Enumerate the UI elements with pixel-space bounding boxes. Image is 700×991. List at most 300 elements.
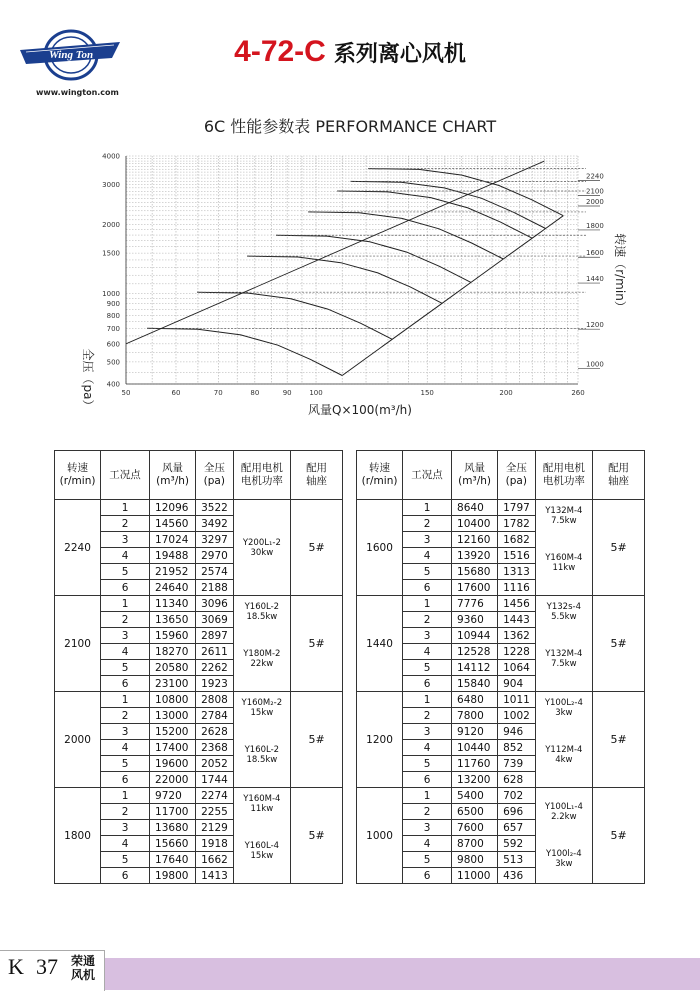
cell-pressure: 1662 xyxy=(196,852,233,868)
motor-line: 22kw xyxy=(250,659,274,670)
x-axis-label: 风量Q×100(m³/h) xyxy=(308,403,412,417)
cell-pressure: 3522 xyxy=(196,500,233,516)
cell-flow: 5400 xyxy=(452,788,498,804)
cell-point: 6 xyxy=(101,772,150,788)
th-speed-line: (r/min) xyxy=(361,475,398,487)
cell-point: 1 xyxy=(101,788,150,804)
motor-line: Y112M-4 xyxy=(545,745,583,756)
th-seat-line: 配用 xyxy=(306,462,328,474)
cell-pressure: 946 xyxy=(498,724,535,740)
cell-point: 2 xyxy=(101,516,150,532)
cell-point: 4 xyxy=(101,836,150,852)
cell-flow: 21952 xyxy=(150,564,196,580)
table-header-row xyxy=(357,451,645,500)
cell-pressure: 1002 xyxy=(498,708,535,724)
th-motor-line: 配用电机 xyxy=(240,462,283,474)
cell-flow: 10800 xyxy=(150,692,196,708)
table-row xyxy=(55,692,343,708)
cell-point: 3 xyxy=(403,724,452,740)
th-seat-line: 轴座 xyxy=(608,475,630,487)
cell-flow: 9120 xyxy=(452,724,498,740)
cell-pressure: 2262 xyxy=(196,660,233,676)
cell-point: 1 xyxy=(101,692,150,708)
cell-point: 6 xyxy=(403,676,452,692)
table-row xyxy=(357,596,645,612)
y-tick-label: 700 xyxy=(106,325,120,334)
th-motor-line: 电机功率 xyxy=(240,475,283,487)
chart-title: 6C 性能参数表 PERFORMANCE CHART xyxy=(203,117,497,136)
speed-tick-label: 1440 xyxy=(586,275,604,284)
motor-line: Y132s-4 xyxy=(546,601,581,612)
motor-line: Y160M-4 xyxy=(243,793,281,804)
motor-line: Y100L₂-4 xyxy=(544,697,583,708)
cell-point: 4 xyxy=(403,548,452,564)
motor-line: 18.5kw xyxy=(246,611,278,622)
cell-flow: 15960 xyxy=(150,628,196,644)
cell-speed: 2100 xyxy=(55,596,101,692)
motor-line: Y100L₁-4 xyxy=(544,801,583,812)
cell-flow: 8640 xyxy=(452,500,498,516)
x-tick-label: 70 xyxy=(213,389,223,397)
cell-flow: 18270 xyxy=(150,644,196,660)
th-seat-line: 配用 xyxy=(608,462,630,474)
cell-pressure: 657 xyxy=(498,820,535,836)
performance-table-left xyxy=(54,450,343,884)
motor-line: 7.5kw xyxy=(551,659,577,670)
th-speed-line: 转速 xyxy=(67,462,89,474)
cell-motor xyxy=(535,500,593,532)
cell-pressure: 2255 xyxy=(196,804,233,820)
curve-1000 xyxy=(147,328,342,375)
envelope-line xyxy=(342,216,563,376)
cell-motor xyxy=(233,788,291,820)
page-number: 37 xyxy=(36,954,58,979)
cell-point: 6 xyxy=(403,868,452,884)
cell-pressure: 2808 xyxy=(196,692,233,708)
cell-flow: 7600 xyxy=(452,820,498,836)
cell-point: 4 xyxy=(101,644,150,660)
x-tick-labels xyxy=(122,389,585,397)
th-pressure xyxy=(498,451,535,500)
cell-flow: 10440 xyxy=(452,740,498,756)
cell-point: 5 xyxy=(403,660,452,676)
cell-motor xyxy=(233,820,291,884)
th-point xyxy=(403,451,452,500)
cell-speed: 1200 xyxy=(357,692,403,788)
y-tick-label: 4000 xyxy=(102,152,120,161)
cell-flow: 15680 xyxy=(452,564,498,580)
cell-flow: 17400 xyxy=(150,740,196,756)
cell-flow: 20580 xyxy=(150,660,196,676)
cell-point: 4 xyxy=(403,836,452,852)
cell-pressure: 2897 xyxy=(196,628,233,644)
cell-flow: 24640 xyxy=(150,580,196,596)
y-tick-label: 400 xyxy=(106,380,120,389)
cell-point: 2 xyxy=(403,708,452,724)
footer-brand-line2: 风机 xyxy=(70,968,95,982)
x-tick-label: 200 xyxy=(499,389,513,397)
cell-motor xyxy=(535,836,593,884)
cell-pressure: 852 xyxy=(498,740,535,756)
cell-motor xyxy=(535,692,593,724)
cell-speed: 2240 xyxy=(55,500,101,596)
y-tick-label: 1500 xyxy=(102,249,120,258)
motor-line: 11kw xyxy=(250,803,274,814)
cell-flow: 14112 xyxy=(452,660,498,676)
motor-line: 2.2kw xyxy=(551,811,577,822)
cell-pressure: 2628 xyxy=(196,724,233,740)
cell-flow: 6480 xyxy=(452,692,498,708)
cell-pressure: 1918 xyxy=(196,836,233,852)
cell-pressure: 2970 xyxy=(196,548,233,564)
cell-seat: 5# xyxy=(593,692,645,788)
cell-flow: 6500 xyxy=(452,804,498,820)
motor-line: 18.5kw xyxy=(246,755,278,766)
cell-flow: 10944 xyxy=(452,628,498,644)
cell-speed: 1440 xyxy=(357,596,403,692)
cell-motor xyxy=(233,628,291,692)
performance-curves xyxy=(126,161,586,375)
footer-brand-line1: 荣通 xyxy=(70,954,95,968)
title-series: 系列离心风机 xyxy=(333,42,466,67)
curve-2100 xyxy=(351,181,546,228)
y-tick-label: 2000 xyxy=(102,221,120,230)
th-point xyxy=(101,451,150,500)
cell-flow: 13650 xyxy=(150,612,196,628)
th-flow-line: 风量 xyxy=(464,462,486,474)
cell-pressure: 1682 xyxy=(498,532,535,548)
cell-point: 5 xyxy=(101,660,150,676)
motor-line: 15kw xyxy=(250,851,274,862)
th-seat xyxy=(593,451,645,500)
cell-pressure: 2188 xyxy=(196,580,233,596)
motor-line: Y160M-4 xyxy=(545,553,583,564)
cell-flow: 9800 xyxy=(452,852,498,868)
y-tick-label: 3000 xyxy=(102,180,120,189)
cell-motor xyxy=(233,596,291,628)
y-tick-label: 500 xyxy=(106,358,120,367)
th-flow-line: (m³/h) xyxy=(458,475,491,487)
th-pressure-line: (pa) xyxy=(505,475,527,487)
cell-point: 5 xyxy=(403,756,452,772)
speed-tick-label: 1800 xyxy=(586,221,604,230)
table-row xyxy=(357,500,645,516)
motor-line: 4kw xyxy=(555,755,573,766)
cell-flow: 13680 xyxy=(150,820,196,836)
motor-line: 5.5kw xyxy=(551,611,577,622)
cell-point: 5 xyxy=(403,564,452,580)
y-tick-labels xyxy=(102,153,120,389)
x-tick-label: 50 xyxy=(121,389,131,397)
cell-flow: 13200 xyxy=(452,772,498,788)
cell-point: 5 xyxy=(101,564,150,580)
motor-line: 15kw xyxy=(250,707,274,718)
cell-pressure: 3096 xyxy=(196,596,233,612)
cell-flow: 19600 xyxy=(150,756,196,772)
cell-flow: 19800 xyxy=(150,868,196,884)
cell-point: 2 xyxy=(403,612,452,628)
title-model: 4-72-C xyxy=(234,35,326,68)
cell-seat: 5# xyxy=(593,596,645,692)
cell-flow: 7800 xyxy=(452,708,498,724)
curve-1200 xyxy=(197,292,392,339)
cell-speed: 1800 xyxy=(55,788,101,884)
motor-line: Y160M₂-2 xyxy=(241,697,283,708)
cell-pressure: 3492 xyxy=(196,516,233,532)
cell-speed: 1600 xyxy=(357,500,403,596)
th-flow xyxy=(150,451,196,500)
th-pressure-line: (pa) xyxy=(203,475,225,487)
cell-flow: 8700 xyxy=(452,836,498,852)
cell-point: 6 xyxy=(101,868,150,884)
th-speed-line: 转速 xyxy=(369,462,391,474)
cell-pressure: 2274 xyxy=(196,788,233,804)
logo-text: Wing Ton xyxy=(48,49,94,61)
table-header-row xyxy=(55,451,343,500)
cell-point: 4 xyxy=(101,548,150,564)
cell-point: 2 xyxy=(101,708,150,724)
cell-pressure: 2784 xyxy=(196,708,233,724)
cell-pressure: 628 xyxy=(498,772,535,788)
x-tick-label: 80 xyxy=(250,389,260,397)
cell-pressure: 2611 xyxy=(196,644,233,660)
cell-pressure: 1116 xyxy=(498,580,535,596)
cell-point: 1 xyxy=(403,692,452,708)
cell-point: 5 xyxy=(101,852,150,868)
cell-flow: 12528 xyxy=(452,644,498,660)
motor-line: Y132M-4 xyxy=(545,649,583,660)
cell-point: 1 xyxy=(403,788,452,804)
cell-seat: 5# xyxy=(291,692,343,788)
cell-pressure: 1011 xyxy=(498,692,535,708)
cell-point: 3 xyxy=(101,724,150,740)
cell-pressure: 436 xyxy=(498,868,535,884)
th-flow-line: (m³/h) xyxy=(156,475,189,487)
cell-flow: 11340 xyxy=(150,596,196,612)
curve-2000 xyxy=(337,191,532,238)
cell-seat: 5# xyxy=(291,596,343,692)
motor-line: 30kw xyxy=(250,547,274,558)
cell-motor xyxy=(233,500,291,596)
cell-pressure: 592 xyxy=(498,836,535,852)
cell-pressure: 513 xyxy=(498,852,535,868)
th-point-line: 工况点 xyxy=(411,468,443,481)
th-flow xyxy=(452,451,498,500)
cell-pressure: 739 xyxy=(498,756,535,772)
x-tick-label: 260 xyxy=(571,389,585,397)
cell-pressure: 1456 xyxy=(498,596,535,612)
cell-flow: 11700 xyxy=(150,804,196,820)
th-motor xyxy=(535,451,593,500)
page-letter: K xyxy=(8,954,24,979)
cell-pressure: 2052 xyxy=(196,756,233,772)
th-pressure xyxy=(196,451,233,500)
cell-pressure: 1313 xyxy=(498,564,535,580)
th-pressure-line: 全压 xyxy=(203,462,225,474)
cell-pressure: 1797 xyxy=(498,500,535,516)
cell-point: 1 xyxy=(101,596,150,612)
speed-tick-label: 2240 xyxy=(586,172,604,181)
cell-point: 3 xyxy=(403,532,452,548)
table-row xyxy=(55,596,343,612)
cell-point: 4 xyxy=(403,644,452,660)
motor-line: Y160L-2 xyxy=(244,745,280,756)
y-tick-label: 600 xyxy=(106,340,120,349)
motor-line: Y180M-2 xyxy=(243,649,281,660)
cell-flow: 19488 xyxy=(150,548,196,564)
y-axis-label: 全压（pa） xyxy=(81,348,95,412)
cell-pressure: 3069 xyxy=(196,612,233,628)
cell-flow: 13000 xyxy=(150,708,196,724)
y-tick-label: 800 xyxy=(106,311,120,320)
th-seat-line: 轴座 xyxy=(306,475,328,487)
cell-point: 6 xyxy=(101,676,150,692)
cell-pressure: 3297 xyxy=(196,532,233,548)
page-title xyxy=(0,34,700,69)
website-url: www.wington.com xyxy=(36,88,119,97)
cell-seat: 5# xyxy=(291,500,343,596)
th-speed xyxy=(357,451,403,500)
cell-pressure: 1362 xyxy=(498,628,535,644)
cell-motor xyxy=(535,788,593,836)
th-motor-line: 电机功率 xyxy=(542,475,585,487)
th-pressure-line: 全压 xyxy=(505,462,527,474)
cell-point: 2 xyxy=(101,804,150,820)
cell-point: 2 xyxy=(403,516,452,532)
motor-line: 7.5kw xyxy=(551,515,577,526)
th-speed-line: (r/min) xyxy=(59,475,96,487)
speed-tick-label: 1200 xyxy=(586,321,604,330)
cell-seat: 5# xyxy=(593,500,645,596)
th-point-line: 工况点 xyxy=(109,468,141,481)
th-motor xyxy=(233,451,291,500)
motor-line: 3kw xyxy=(555,859,573,870)
th-motor-line: 配用电机 xyxy=(542,462,585,474)
cell-motor xyxy=(233,724,291,788)
cell-flow: 15660 xyxy=(150,836,196,852)
cell-flow: 17640 xyxy=(150,852,196,868)
table-row xyxy=(55,788,343,804)
cell-flow: 11760 xyxy=(452,756,498,772)
cell-pressure: 1228 xyxy=(498,644,535,660)
cell-motor xyxy=(535,596,593,628)
cell-flow: 17600 xyxy=(452,580,498,596)
cell-seat: 5# xyxy=(291,788,343,884)
table-row xyxy=(55,500,343,516)
cell-pressure: 1923 xyxy=(196,676,233,692)
cell-flow: 15840 xyxy=(452,676,498,692)
speed-tick-label: 2000 xyxy=(586,198,604,207)
cell-pressure: 696 xyxy=(498,804,535,820)
cell-point: 6 xyxy=(101,580,150,596)
cell-flow: 15200 xyxy=(150,724,196,740)
performance-table-right xyxy=(356,450,645,884)
cell-point: 6 xyxy=(403,772,452,788)
cell-point: 5 xyxy=(403,852,452,868)
speed-tick-label: 2100 xyxy=(586,187,604,196)
cell-speed: 1000 xyxy=(357,788,403,884)
cell-flow: 12160 xyxy=(452,532,498,548)
performance-chart xyxy=(0,140,700,430)
cell-flow: 7776 xyxy=(452,596,498,612)
cell-motor xyxy=(535,532,593,596)
y-tick-label: 900 xyxy=(106,300,120,309)
cell-flow: 22000 xyxy=(150,772,196,788)
footer-bar xyxy=(0,958,700,990)
footer-brand xyxy=(68,954,98,982)
cell-pressure: 1516 xyxy=(498,548,535,564)
y-tick-label: 1000 xyxy=(102,289,120,298)
speed-tick-labels xyxy=(578,173,604,369)
speed-axis-label: 转速（r/min） xyxy=(613,233,627,313)
motor-line: Y100l₂-4 xyxy=(546,849,582,860)
cell-pressure: 1782 xyxy=(498,516,535,532)
cell-motor xyxy=(535,628,593,692)
cell-pressure: 1443 xyxy=(498,612,535,628)
motor-line: Y160L-2 xyxy=(244,601,280,612)
cell-flow: 9360 xyxy=(452,612,498,628)
motor-line: 11kw xyxy=(552,563,576,574)
cell-flow: 9720 xyxy=(150,788,196,804)
cell-point: 1 xyxy=(403,596,452,612)
cell-point: 3 xyxy=(101,628,150,644)
cell-point: 5 xyxy=(101,756,150,772)
x-tick-label: 100 xyxy=(309,389,323,397)
cell-point: 4 xyxy=(101,740,150,756)
cell-pressure: 1413 xyxy=(196,868,233,884)
cell-pressure: 1064 xyxy=(498,660,535,676)
cell-point: 2 xyxy=(403,804,452,820)
cell-point: 3 xyxy=(403,820,452,836)
cell-point: 1 xyxy=(101,500,150,516)
cell-flow: 13920 xyxy=(452,548,498,564)
cell-flow: 17024 xyxy=(150,532,196,548)
cell-point: 3 xyxy=(101,820,150,836)
th-seat xyxy=(291,451,343,500)
curve-2240 xyxy=(368,169,563,216)
cell-pressure: 1744 xyxy=(196,772,233,788)
cell-point: 3 xyxy=(403,628,452,644)
table-row xyxy=(357,788,645,804)
cell-point: 2 xyxy=(101,612,150,628)
motor-line: Y200L₁-2 xyxy=(242,537,281,548)
curve-1440 xyxy=(247,256,442,303)
speed-tick-label: 1600 xyxy=(586,249,604,258)
cell-flow: 14560 xyxy=(150,516,196,532)
x-tick-label: 90 xyxy=(282,389,292,397)
cell-pressure: 702 xyxy=(498,788,535,804)
cell-pressure: 2574 xyxy=(196,564,233,580)
cell-pressure: 2368 xyxy=(196,740,233,756)
cell-point: 3 xyxy=(101,532,150,548)
x-tick-label: 60 xyxy=(171,389,181,397)
cell-flow: 10400 xyxy=(452,516,498,532)
speed-tick-label: 1000 xyxy=(586,360,604,369)
cell-motor xyxy=(233,692,291,724)
cell-speed: 2000 xyxy=(55,692,101,788)
cell-pressure: 2129 xyxy=(196,820,233,836)
table-row xyxy=(357,692,645,708)
cell-seat: 5# xyxy=(593,788,645,884)
cell-flow: 23100 xyxy=(150,676,196,692)
cell-pressure: 904 xyxy=(498,676,535,692)
motor-line: Y160L-4 xyxy=(244,841,280,852)
motor-line: Y132M-4 xyxy=(545,505,583,516)
diagonal-line xyxy=(126,161,544,344)
cell-flow: 11000 xyxy=(452,868,498,884)
cell-flow: 12096 xyxy=(150,500,196,516)
cell-point: 6 xyxy=(403,580,452,596)
